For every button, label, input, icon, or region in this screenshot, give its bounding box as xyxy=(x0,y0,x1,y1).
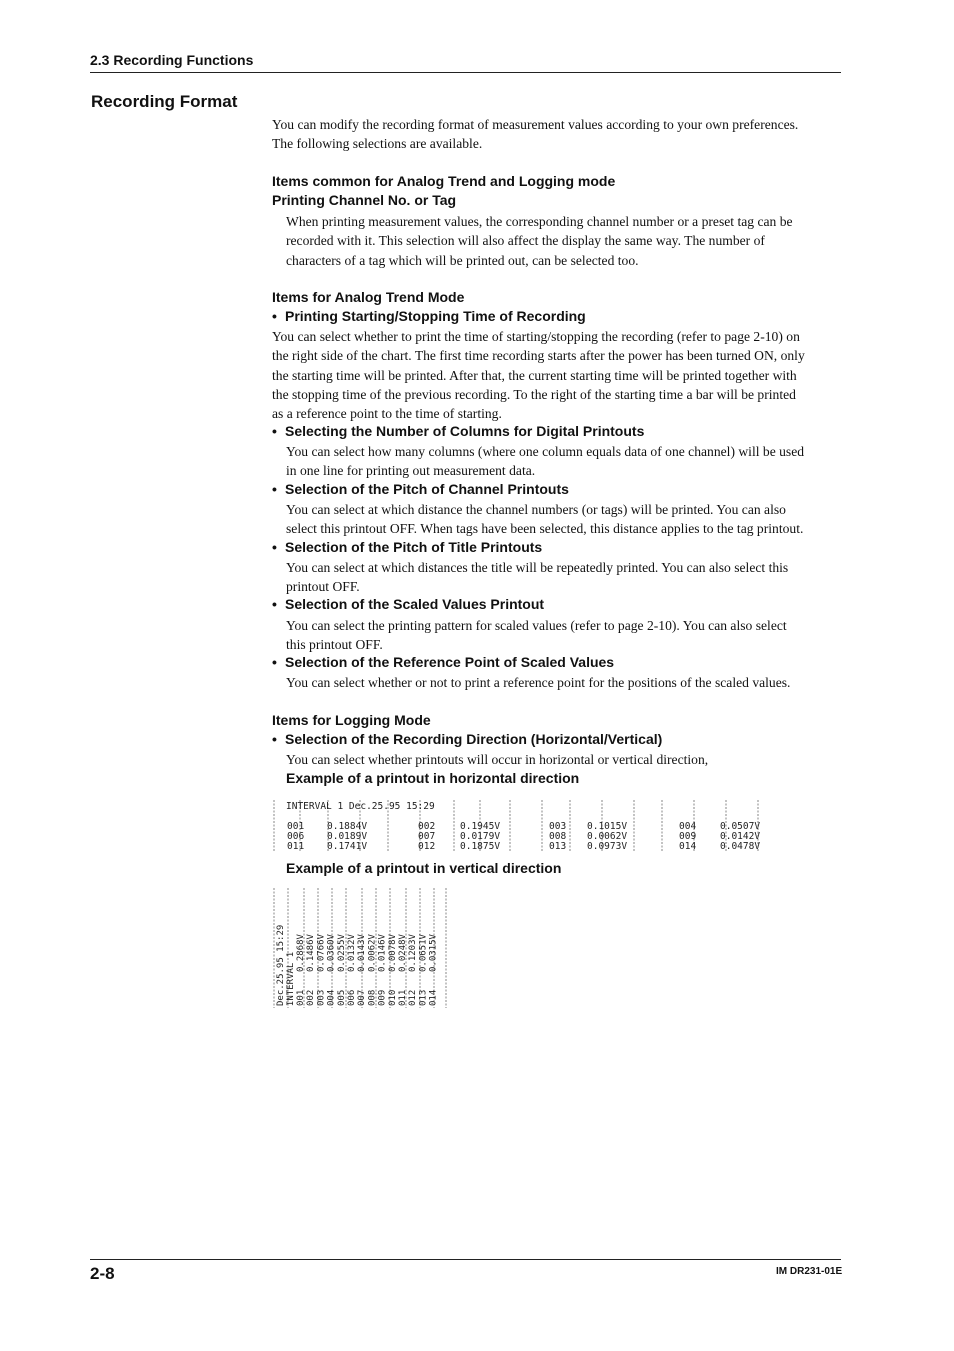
printout-value: 0.0651V xyxy=(418,934,429,972)
intro-line: The following selections are available. xyxy=(272,136,483,152)
vertical-printout xyxy=(270,886,450,1010)
printout-channel: 006 xyxy=(347,989,357,1006)
logging-heading: Items for Logging Mode xyxy=(272,712,431,728)
example-vertical-label: Example of a printout in vertical direction xyxy=(286,860,562,876)
printout-value: 0.0132V xyxy=(347,934,357,972)
printout-channel: 010 xyxy=(387,989,398,1006)
text-line: When printing measurement values, the corresponding channel number or a preset tag can be xyxy=(286,214,793,229)
printout-value: 0.0360V xyxy=(326,934,337,972)
printout-value: 0.0507V xyxy=(720,821,761,832)
footer-rule xyxy=(90,1259,841,1260)
analog-item-title: • Selection of the Pitch of Title Printouts xyxy=(272,539,543,555)
printout-channel: 008 xyxy=(367,989,378,1006)
printout-channel: 001 xyxy=(287,821,305,832)
text-line: You can select how many columns (where one column equals data of one channel) will be used xyxy=(286,444,805,459)
printout-channel: 003 xyxy=(549,821,567,832)
printout-value: 0.1945V xyxy=(460,821,501,832)
printout-value: 0.0766V xyxy=(316,934,327,972)
printout-value: 0.0189V xyxy=(327,831,368,842)
intro-line: You can modify the recording format of measurement values according to your own preferences. xyxy=(272,117,799,132)
section-header: 2.3 Recording Functions xyxy=(90,52,254,68)
printout-channel: 002 xyxy=(418,821,436,832)
printout-channel: 012 xyxy=(418,841,436,852)
logging-item-title: • Selection of the Recording Direction (Horizontal/Vertical) xyxy=(272,731,663,747)
printout-value: 0.1884V xyxy=(327,821,368,832)
printout-channel: 007 xyxy=(357,989,368,1006)
analog-item-paragraph xyxy=(286,558,842,597)
text-line: the starting time will be printed. After that, the current starting time will be printed together with xyxy=(272,367,797,383)
text-line: in one line for printing out measurement data. xyxy=(286,463,536,479)
printout-channel: 006 xyxy=(287,831,305,842)
printout-channel: 002 xyxy=(306,989,317,1006)
text-line: the right side of the chart. The first time recording starts after the power has been turned ON, only xyxy=(272,348,805,364)
printout-header-interval: INTERVAL 1 xyxy=(286,951,296,1006)
printout-channel: 013 xyxy=(418,989,429,1006)
analog-item-title: • Printing Starting/Stopping Time of Recording xyxy=(272,308,586,324)
printout-channel: 013 xyxy=(549,841,567,852)
printout-value: 0.0078V xyxy=(387,934,398,972)
printout-header: INTERVAL 1 Dec.25.95 15:29 xyxy=(286,801,435,812)
printout-channel: 004 xyxy=(679,821,697,832)
printout-value: 0.1741V xyxy=(327,841,368,852)
analog-item-paragraph xyxy=(286,616,842,655)
printout-channel: 005 xyxy=(336,989,347,1006)
common-subheading: Printing Channel No. or Tag xyxy=(272,192,457,208)
printout-value: 0.1486V xyxy=(306,934,317,972)
text-line: as a reference point to the time of starting. xyxy=(272,406,502,422)
text-line: recorded with it. This selection will also affect the display the same way. The number of xyxy=(286,233,765,249)
printout-channel: 007 xyxy=(418,831,436,842)
analog-item-paragraph xyxy=(286,500,842,539)
printout-header-date: Dec.25.95 15:29 xyxy=(276,924,286,1006)
printout-channel: 003 xyxy=(316,989,327,1006)
text-line: You can select at which distance the channel numbers (or tags) will be printed. You can also xyxy=(286,502,786,517)
analog-item-title: • Selection of the Reference Point of Scaled Values xyxy=(272,654,615,670)
text-line: the stopping time of the previous recording. To the right of the starting time a bar will be printed xyxy=(272,386,796,402)
text-line: You can select at which distances the title will be repeatedly printed. You can also select this xyxy=(286,560,789,575)
printout-value: 0.1203V xyxy=(408,934,419,972)
printout-channel: 008 xyxy=(549,831,567,842)
printout-value: 0.2868V xyxy=(296,934,306,972)
printout-channel: 011 xyxy=(398,989,408,1006)
common-heading: Items common for Analog Trend and Logging mode xyxy=(272,173,616,189)
text-line: You can select the printing pattern for scaled values (refer to page 2-10). You can also select xyxy=(286,618,787,633)
analog-item-title: • Selection of the Pitch of Channel Printouts xyxy=(272,481,569,497)
printout-value: 0.0255V xyxy=(336,934,347,972)
printout-value: 0.0248V xyxy=(398,934,408,972)
analog-item-paragraph xyxy=(286,442,842,481)
printout-value: 0.0179V xyxy=(460,831,501,842)
printout-channel: 011 xyxy=(287,841,305,852)
printout-value: 0.0315V xyxy=(428,934,439,972)
analog-item-title: • Selecting the Number of Columns for Digital Printouts xyxy=(272,423,645,439)
text-line: characters of a tag which will be printed out, can be selected too. xyxy=(286,252,639,268)
text-line: You can select whether or not to print a reference point for the positions of the scaled values. xyxy=(286,675,791,690)
analog-heading: Items for Analog Trend Mode xyxy=(272,289,465,305)
printout-channel: 012 xyxy=(408,989,419,1006)
printout-value: 0.0143V xyxy=(357,934,368,972)
analog-item-title: • Selection of the Scaled Values Printout xyxy=(272,596,545,612)
printout-channel: 001 xyxy=(296,989,306,1006)
printout-value: 0.1875V xyxy=(460,841,501,852)
printout-value: 0.1015V xyxy=(587,821,628,832)
example-horizontal-label: Example of a printout in horizontal direction xyxy=(286,770,580,786)
printout-channel: 004 xyxy=(326,989,337,1006)
analog-item-paragraph xyxy=(272,327,842,423)
printout-value: 0.0973V xyxy=(587,841,628,852)
header-rule xyxy=(90,72,841,73)
page-title: Recording Format xyxy=(91,92,238,111)
text-line: this printout OFF. xyxy=(286,637,383,653)
printout-value: 0.0142V xyxy=(720,831,761,842)
printout-channel: 014 xyxy=(428,989,439,1006)
printout-value: 0.0146V xyxy=(377,934,388,972)
printout-value: 0.0062V xyxy=(587,831,628,842)
text-line: select this printout OFF. When tags have been selected, this distance applies to the tag printout. xyxy=(286,521,804,537)
page-number: 2-8 xyxy=(90,1264,115,1283)
printout-channel: 014 xyxy=(679,841,697,852)
printout-value: 0.0062V xyxy=(367,934,378,972)
printout-channel: 009 xyxy=(377,989,388,1006)
common-paragraph xyxy=(286,212,842,270)
printout-value: 0.0478V xyxy=(720,841,761,852)
analog-item-paragraph xyxy=(286,673,842,692)
document-id: IM DR231-01E xyxy=(776,1266,843,1277)
printout-channel: 009 xyxy=(679,831,697,842)
horizontal-printout xyxy=(270,798,770,854)
text-line: You can select whether to print the time of starting/stopping the recording (refer to page 2-10) on xyxy=(272,329,800,344)
logging-item-line: You can select whether printouts will occur in horizontal or vertical direction, xyxy=(286,752,709,767)
text-line: printout OFF. xyxy=(286,579,360,595)
intro-paragraph xyxy=(272,115,842,154)
